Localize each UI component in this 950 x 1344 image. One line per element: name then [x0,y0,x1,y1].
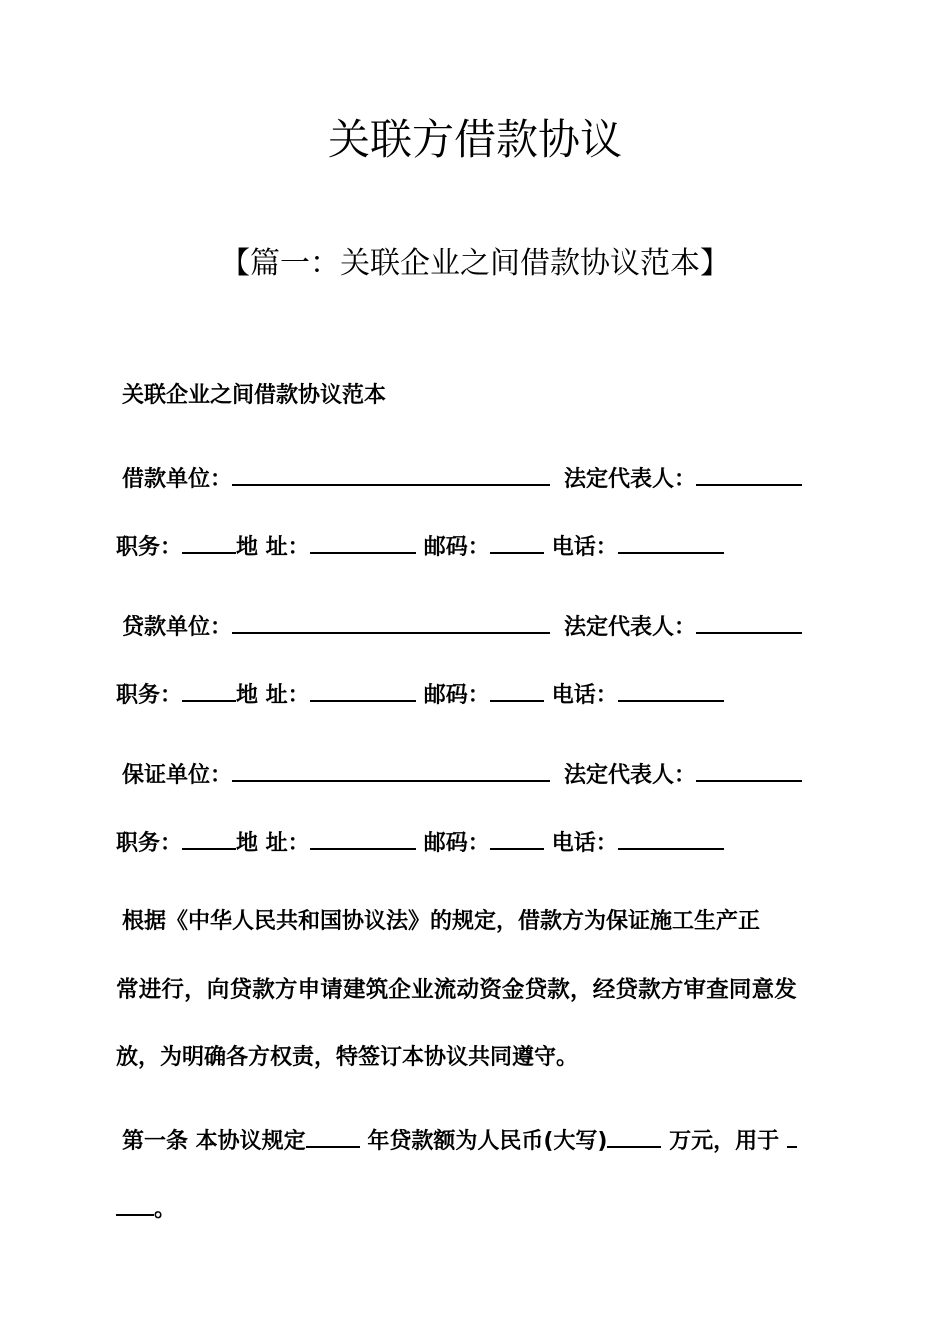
clause-1-text: 万元，用于 [661,1129,787,1154]
phone-label: 电话： [551,535,618,560]
zip-label: 邮码： [423,831,490,856]
party-contact-row [116,678,724,712]
party-contact-row [116,530,724,564]
rep-label: 法定代表人： [564,763,697,788]
phone-label: 电话： [551,831,618,856]
clause-1-text: 年贷款额为人民币(大写) [359,1129,608,1154]
phone-blank[interactable] [618,678,724,702]
party-unit-row [122,610,802,644]
rep-blank[interactable] [696,462,802,486]
unit-blank[interactable] [232,462,550,486]
position-blank[interactable] [182,530,236,554]
zip-label: 邮码： [423,683,490,708]
rep-label: 法定代表人： [564,615,697,640]
zip-blank[interactable] [490,678,544,702]
unit-blank[interactable] [232,610,550,634]
rep-label: 法定代表人： [564,467,697,492]
purpose-blank-cont[interactable] [116,1192,154,1216]
clause-1-text: 第一条 本协议规定 [122,1129,306,1154]
preamble-line: 常进行，向贷款方申请建筑企业流动资金贷款，经贷款方审查同意发 [116,977,798,1003]
clause-1-line [122,1124,797,1158]
purpose-blank[interactable] [787,1124,797,1148]
unit-blank[interactable] [232,758,550,782]
position-label: 职务： [116,831,183,856]
phone-label: 电话： [551,683,618,708]
unit-label: 借款单位： [122,467,233,492]
position-label: 职务： [116,683,183,708]
address-blank[interactable] [310,530,416,554]
address-label: 地 址： [236,535,310,560]
zip-blank[interactable] [490,826,544,850]
position-blank[interactable] [182,678,236,702]
position-blank[interactable] [182,826,236,850]
clause-1-continuation [116,1192,176,1226]
phone-blank[interactable] [618,826,724,850]
preamble-line: 根据《中华人民共和国协议法》的规定，借款方为保证施工生产正 [122,909,761,934]
zip-label: 邮码： [423,535,490,560]
address-label: 地 址： [236,683,310,708]
clause-1-text: 。 [154,1197,177,1222]
year-blank[interactable] [306,1124,360,1148]
unit-label: 贷款单位： [122,615,233,640]
rep-blank[interactable] [696,758,802,782]
address-blank[interactable] [310,826,416,850]
preamble-line: 放，为明确各方权责，特签订本协议共同遵守。 [116,1045,579,1070]
document-subtitle: 【篇一：关联企业之间借款协议范本】 [220,246,730,281]
amount-blank[interactable] [607,1124,661,1148]
document-title: 关联方借款协议 [327,115,622,164]
party-unit-row [122,758,802,792]
party-unit-row [122,462,802,496]
address-blank[interactable] [310,678,416,702]
rep-blank[interactable] [696,610,802,634]
section-heading: 关联企业之间借款协议范本 [122,383,387,408]
phone-blank[interactable] [618,530,724,554]
position-label: 职务： [116,535,183,560]
party-contact-row [116,826,724,860]
unit-label: 保证单位： [122,763,233,788]
zip-blank[interactable] [490,530,544,554]
address-label: 地 址： [236,831,310,856]
